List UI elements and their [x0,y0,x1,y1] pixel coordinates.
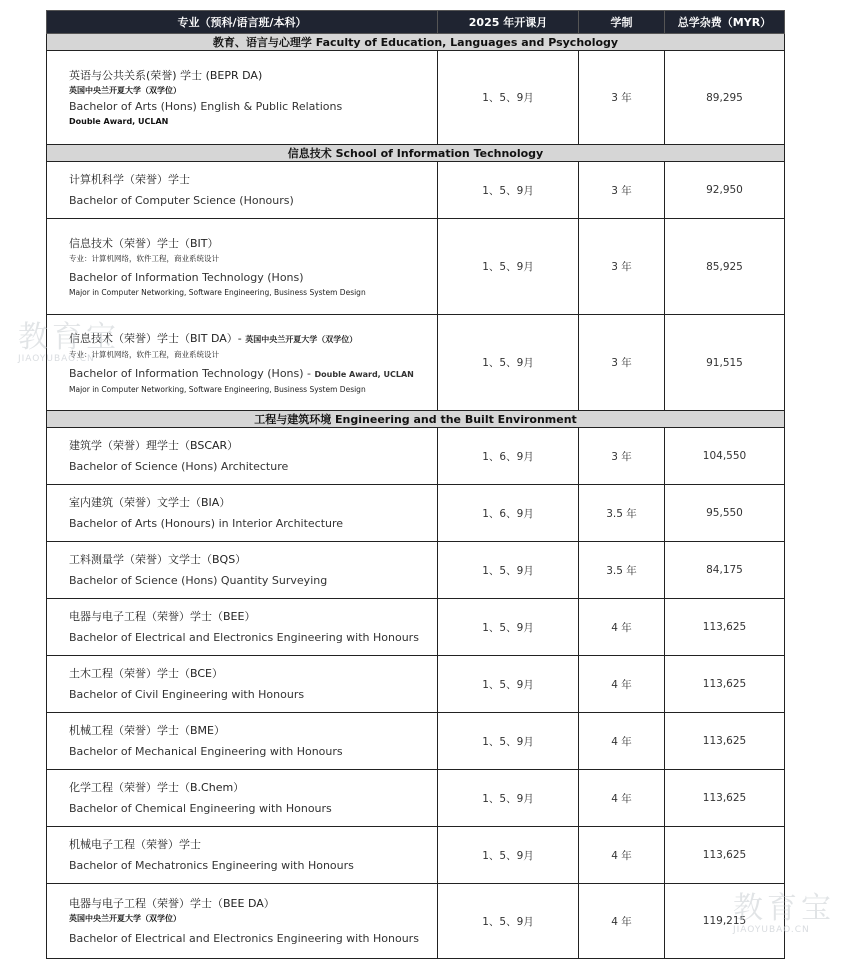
program-name-en: Bachelor of Computer Science (Honours) [69,194,294,207]
program-name-cn: 建筑学（荣誉）理学士（BSCAR） [69,439,239,452]
watermark-text: 教育宝 [733,891,835,926]
program-name-en: Bachelor of Electrical and Electronics Engineering with Honours [69,932,419,945]
program-name-cn: 电器与电子工程（荣誉）学士（BEE DA） [69,897,275,910]
intake-cell: 1、5、9月 [438,315,579,411]
section-row [47,34,785,51]
duration-cell: 3.5 年 [579,485,665,542]
program-name-cn: 电器与电子工程（荣誉）学士（BEE） [69,610,256,623]
header-fee: 总学杂费（MYR） [665,11,785,34]
program-note-cn: 英国中央兰开夏大学（双学位） [69,85,181,95]
program-name-en: Bachelor of Information Technology (Hons) - [69,366,315,380]
program-cell [47,656,438,713]
program-cell [47,428,438,485]
section-row [47,145,785,162]
intake-cell: 1、5、9月 [438,51,579,145]
table-row [47,315,785,411]
tuition-table [46,10,785,959]
duration-cell: 4 年 [579,656,665,713]
intake-cell: 1、6、9月 [438,485,579,542]
program-note-cn: 英国中央兰开夏大学（双学位） [245,334,358,344]
program-name-cn: 英语与公共关系(荣誉) 学士 (BEPR DA) [69,68,263,82]
table-row [47,485,785,542]
program-cell [47,51,438,145]
program-name-cn: 室内建筑（荣誉）文学士（BIA） [69,496,231,509]
program-major-en: Major in Computer Networking, Software Engineering, Business System Design [69,287,366,297]
intake-cell: 1、5、9月 [438,599,579,656]
program-name-en: Bachelor of Chemical Engineering with Honours [69,802,332,815]
program-name-cn-line [69,330,431,348]
program-cell [47,599,438,656]
table-row [47,770,785,827]
table-row [47,51,785,145]
fee-cell: 92,950 [665,162,785,219]
table-row [47,219,785,315]
program-cell [47,713,438,770]
program-cell [47,770,438,827]
program-name-en: Bachelor of Arts (Honours) in Interior Architecture [69,517,344,530]
duration-cell: 3 年 [579,219,665,315]
section-title: 信息技术 School of Information Technology [47,145,785,162]
program-name-en-line [69,365,431,383]
fee-cell: 113,625 [665,656,785,713]
fee-cell: 104,550 [665,428,785,485]
program-name-cn: 计算机科学（荣誉）学士 [69,173,190,186]
program-name-en: Bachelor of Civil Engineering with Honours [69,688,305,701]
program-cell [47,219,438,315]
table-row [47,656,785,713]
fee-cell: 91,515 [665,315,785,411]
program-major-cn: 专业：计算机网络，软件工程，商业系统设计 [69,349,219,359]
fee-cell: 95,550 [665,485,785,542]
table-row [47,428,785,485]
program-name-cn: 土木工程（荣誉）学士（BCE） [69,667,223,680]
program-cell [47,162,438,219]
header-intake: 2025 年开课月 [438,11,579,34]
section-title: 工程与建筑环境 Engineering and the Built Environment [47,411,785,428]
watermark-url: JIAOYUBAO.CN [733,925,810,935]
duration-cell: 4 年 [579,770,665,827]
program-cell [47,315,438,411]
program-name-en: Bachelor of Arts (Hons) English & Public Relations [69,99,343,113]
duration-cell: 4 年 [579,713,665,770]
program-note-en: Double Award, UCLAN [314,369,414,379]
table-row [47,827,785,884]
program-name-cn: 机械电子工程（荣誉）学士 [69,838,201,851]
intake-cell: 1、5、9月 [438,884,579,959]
intake-cell: 1、5、9月 [438,827,579,884]
program-name-cn: 信息技术（荣誉）学士（BIT） [69,236,219,250]
duration-cell: 3.5 年 [579,542,665,599]
fee-cell: 89,295 [665,51,785,145]
program-name-cn: 化学工程（荣誉）学士（B.Chem） [69,781,245,794]
fee-cell: 113,625 [665,599,785,656]
fee-cell: 113,625 [665,770,785,827]
program-cell [47,827,438,884]
program-note-cn: 英国中央兰开夏大学（双学位） [69,914,181,923]
header-duration: 学制 [579,11,665,34]
header-program: 专业（预科/语言班/本科） [47,11,438,34]
watermark-url: JIAOYUBAO.CN [18,354,95,364]
duration-cell: 4 年 [579,827,665,884]
watermark-text: 教育宝 [18,320,120,355]
intake-cell: 1、5、9月 [438,770,579,827]
program-cell [47,542,438,599]
intake-cell: 1、6、9月 [438,428,579,485]
program-name-cn: 信息技术（荣誉）学士（BIT DA）- [69,331,246,345]
intake-cell: 1、5、9月 [438,219,579,315]
program-major-en: Major in Computer Networking, Software Engineering, Business System Design [69,384,366,394]
table-row [47,884,785,959]
table-row [47,599,785,656]
duration-cell: 3 年 [579,428,665,485]
table-row [47,162,785,219]
table-row [47,713,785,770]
program-name-en: Bachelor of Science (Hons) Architecture [69,460,289,473]
intake-cell: 1、5、9月 [438,713,579,770]
program-cell [47,884,438,959]
fee-cell: 113,625 [665,827,785,884]
program-name-en: Bachelor of Science (Hons) Quantity Surveying [69,574,328,587]
duration-cell: 4 年 [579,884,665,959]
program-cell [47,485,438,542]
table-header [47,11,785,34]
program-name-en: Bachelor of Mechanical Engineering with Honours [69,745,343,758]
intake-cell: 1、5、9月 [438,656,579,713]
fee-cell: 113,625 [665,713,785,770]
fee-cell: 119,215 [665,884,785,959]
section-title: 教育、语言与心理学 Faculty of Education, Languages and Psychology [47,34,785,51]
duration-cell: 3 年 [579,162,665,219]
program-note-en: Double Award, UCLAN [69,116,169,126]
fee-cell: 84,175 [665,542,785,599]
table-row [47,542,785,599]
section-row [47,411,785,428]
program-name-cn: 机械工程（荣誉）学士（BME） [69,724,225,737]
intake-cell: 1、5、9月 [438,162,579,219]
duration-cell: 4 年 [579,599,665,656]
fee-cell: 85,925 [665,219,785,315]
program-name-en: Bachelor of Information Technology (Hons) [69,270,304,284]
program-name-cn: 工料测量学（荣誉）文学士（BQS） [69,553,247,566]
program-name-en: Bachelor of Electrical and Electronics Engineering with Honours [69,631,419,644]
intake-cell: 1、5、9月 [438,542,579,599]
program-name-en: Bachelor of Mechatronics Engineering with Honours [69,859,354,872]
duration-cell: 3 年 [579,51,665,145]
duration-cell: 3 年 [579,315,665,411]
program-major-cn: 专业：计算机网络，软件工程，商业系统设计 [69,253,219,263]
